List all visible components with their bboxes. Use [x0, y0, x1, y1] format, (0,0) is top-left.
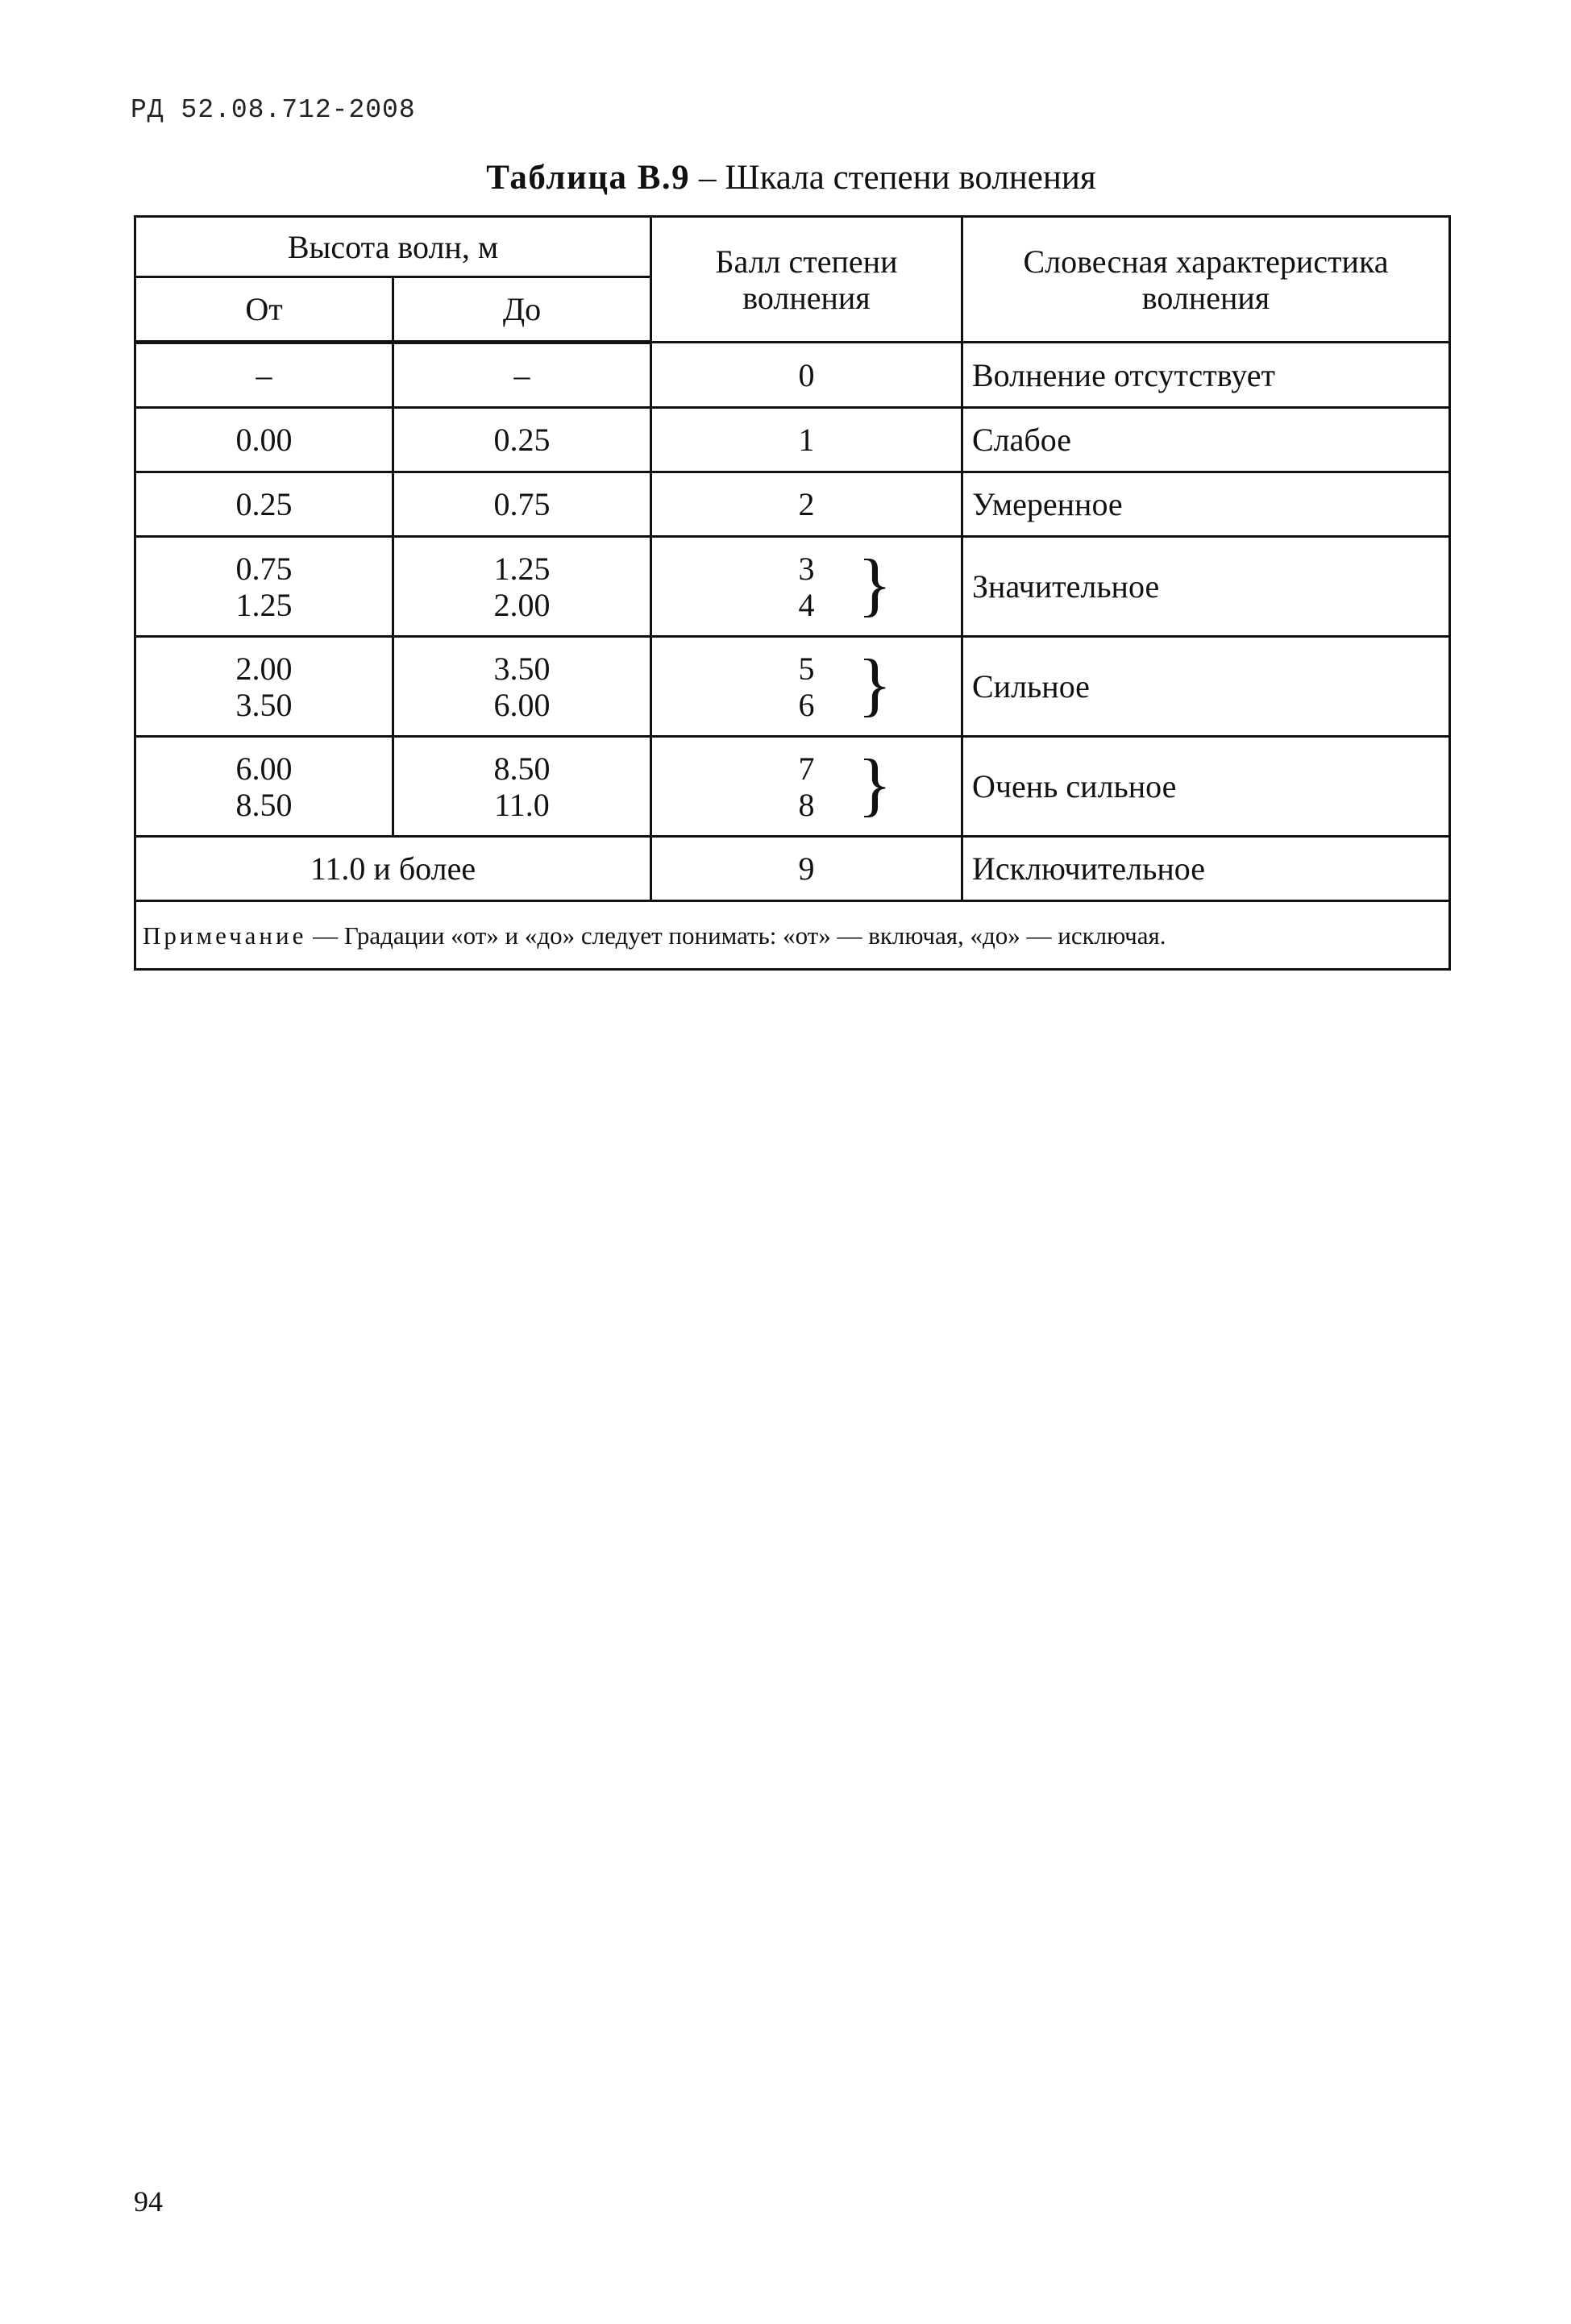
grade-value: 2: [798, 486, 815, 522]
cell-description: Исключительное: [962, 837, 1450, 901]
grouping-brace-icon: }: [858, 545, 892, 624]
note-text: — Градации «от» и «до» следует понимать: «от» — включая, «до» — исключая.: [306, 921, 1166, 950]
cell-description: Сильное: [962, 637, 1450, 737]
cell-from: [135, 408, 393, 472]
cell-to: [393, 637, 651, 737]
cell-description: Волнение отсутствует: [962, 343, 1450, 408]
grade-value: 5: [798, 650, 815, 687]
table-row: [135, 472, 1450, 537]
cell-description: Значительное: [962, 537, 1450, 637]
grade-value: 6: [798, 686, 815, 723]
cell-to-value: 1.25: [493, 550, 551, 587]
cell-range: 11.0 и более: [135, 837, 651, 901]
table-caption-separator: –: [690, 159, 725, 197]
table-caption-title: Шкала степени волнения: [725, 159, 1096, 197]
cell-description: Умеренное: [962, 472, 1450, 537]
grade-value: 7: [798, 750, 815, 787]
table-row: [135, 737, 1450, 837]
cell-to-value: 8.50: [493, 750, 551, 787]
cell-grade: [651, 637, 962, 737]
cell-from-value: 2.00: [235, 650, 293, 687]
grade-value: 3: [798, 550, 815, 587]
grade-value: 8: [798, 786, 815, 823]
cell-from: [135, 343, 393, 408]
table-row: [135, 408, 1450, 472]
cell-to: [393, 408, 651, 472]
cell-to-value: 0.75: [493, 486, 551, 522]
cell-grade: [651, 472, 962, 537]
cell-from-value: –: [256, 357, 272, 393]
grade-value: 1: [798, 422, 815, 458]
cell-from-value: 0.00: [235, 422, 293, 458]
cell-to: [393, 737, 651, 837]
grade-value: 0: [798, 356, 815, 393]
cell-grade: [651, 408, 962, 472]
table-note: [135, 901, 1450, 970]
cell-to-value: 11.0: [494, 786, 550, 823]
cell-grade: [651, 737, 962, 837]
cell-grade: [651, 343, 962, 408]
grouping-brace-icon: }: [858, 645, 892, 724]
cell-description: Очень сильное: [962, 737, 1450, 837]
cell-from: [135, 737, 393, 837]
cell-from-value: 1.25: [235, 586, 293, 623]
cell-grade: 9: [651, 837, 962, 901]
cell-to: [393, 343, 651, 408]
header-grade: Балл степени волнения: [651, 217, 962, 343]
document-code: РД 52.08.712-2008: [131, 95, 416, 125]
cell-from: [135, 537, 393, 637]
table-caption-label: Таблица В.9: [486, 159, 691, 197]
cell-to-value: 0.25: [493, 422, 551, 458]
grouping-brace-icon: }: [858, 745, 892, 824]
page-number: 94: [134, 2185, 163, 2218]
table-row: [135, 837, 1450, 901]
cell-from: [135, 472, 393, 537]
wave-scale-table: [134, 215, 1451, 971]
cell-to-value: 2.00: [493, 586, 551, 623]
table-row: [135, 637, 1450, 737]
cell-to: [393, 472, 651, 537]
header-description: Словесная характеристика волнения: [962, 217, 1450, 343]
table-caption: [134, 158, 1448, 197]
table-row: [135, 343, 1450, 408]
cell-from: [135, 637, 393, 737]
note-label: Примечание: [143, 921, 307, 950]
cell-description: Слабое: [962, 408, 1450, 472]
header-from: От: [135, 277, 393, 343]
cell-to-value: –: [513, 357, 530, 393]
table-row: [135, 537, 1450, 637]
cell-from-value: 3.50: [235, 686, 293, 723]
header-wave-height: Высота волн, м: [135, 217, 651, 277]
table-note-row: [135, 901, 1450, 970]
cell-grade: [651, 537, 962, 637]
cell-to-value: 6.00: [493, 686, 551, 723]
cell-from-value: 8.50: [235, 786, 293, 823]
cell-from-value: 6.00: [235, 750, 293, 787]
cell-to: [393, 537, 651, 637]
cell-to-value: 3.50: [493, 650, 551, 687]
header-to: До: [393, 277, 651, 343]
cell-from-value: 0.25: [235, 486, 293, 522]
cell-from-value: 0.75: [235, 550, 293, 587]
grade-value: 4: [798, 586, 815, 623]
